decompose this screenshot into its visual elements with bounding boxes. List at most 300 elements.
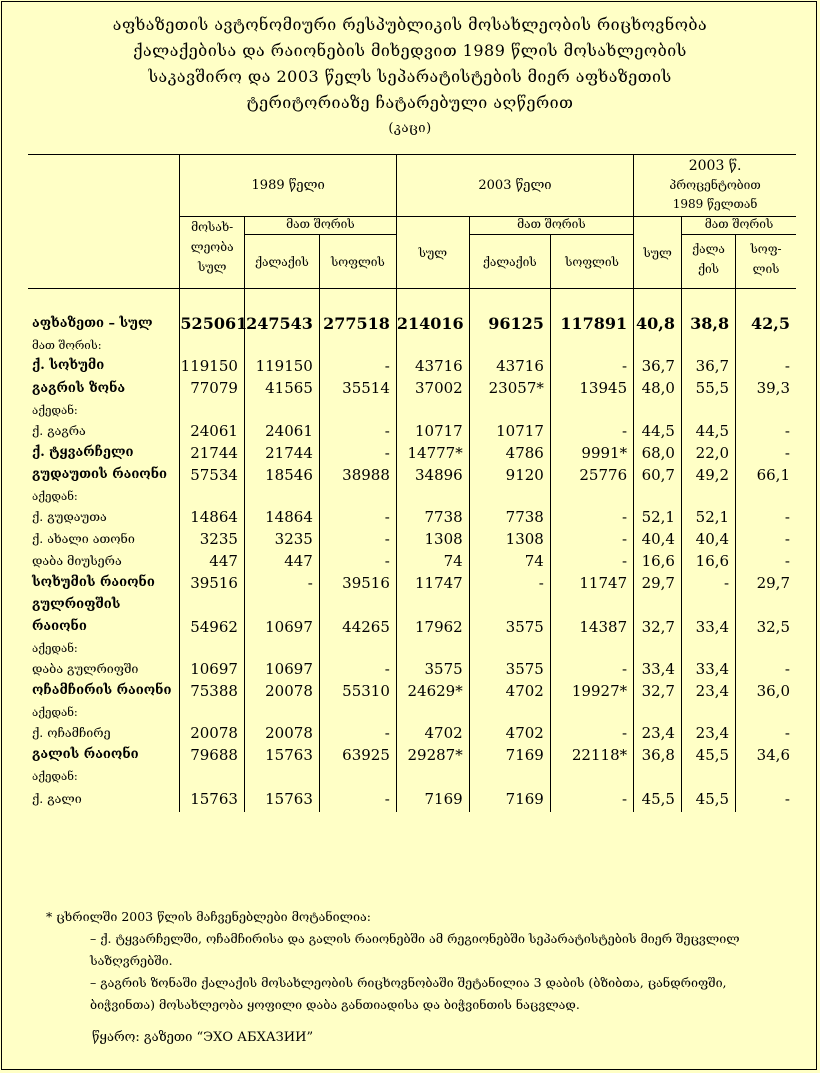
header-urban-pct-b: ქის [698,262,720,276]
row-value: - [736,786,796,812]
header-pct-b: პროცენტობით [669,178,761,192]
header-pct-c: 1989 წელთან [672,197,758,211]
row-label: მათ შორის: [32,337,102,352]
row-value: 43716 [469,355,550,377]
row-value: 52,1 [681,506,735,528]
row-value [244,638,319,658]
row-value: 38988 [319,464,396,486]
row-value: - [736,420,796,442]
row-value [736,594,796,616]
row-value: 7738 [469,506,550,528]
row-value: 29,7 [736,572,796,594]
row-value [736,702,796,722]
table-row [28,786,796,812]
row-value: 1308 [469,528,550,550]
header-1989: 1989 წელი [180,155,396,217]
row-value [469,594,550,616]
row-value: 36,7 [681,355,735,377]
row-value [634,486,682,506]
row-value [180,400,245,420]
divider-cell [550,289,633,313]
row-value: 49,2 [681,464,735,486]
header-2003: 2003 წელი [396,155,633,217]
divider-cell [681,289,735,313]
row-value: 15763 [244,786,319,812]
row-value: 525061 [180,314,248,333]
row-value [180,702,245,722]
footnote-3: – გაგრის ზონაში ქალაქის მოსახლეობის რიცხოვნობაში შეტანილია 3 დაბის (ბზიბთა, ცანდრიფში, ბიჭვინთა) მოსახლეობა ყოფილი დაბა განთიადისა და ბიჭვინთის ნაცვლად. [90,975,727,1012]
row-value: - [319,420,396,442]
header-urban-pct-a: ქალა [692,242,725,256]
row-value [550,594,633,616]
row-value [736,400,796,420]
row-value: 75388 [180,680,245,702]
row-value: 3235 [180,528,245,550]
row-value [681,702,735,722]
row-value [550,638,633,658]
row-label: ქ. ახალი ათონი [32,531,135,546]
row-value [634,594,682,616]
row-value: 96125 [469,313,550,335]
table-row [28,464,796,486]
row-value [469,486,550,506]
row-label: სოხუმის რაიონი [32,575,155,590]
row-value: 16,6 [681,550,735,572]
row-value: 7738 [396,506,469,528]
row-value: 41565 [244,377,319,400]
row-value [396,638,469,658]
row-value [681,486,735,506]
table-row [28,744,796,766]
header-rural-pct-a: სოფ- [750,242,782,256]
row-value: 9120 [469,464,550,486]
row-value: 44,5 [681,420,735,442]
row-value: 11747 [396,572,469,594]
row-value: 4786 [469,442,550,464]
row-value: - [550,550,633,572]
row-label: აქედან: [32,488,78,503]
row-value: 23,4 [634,722,682,744]
title-line-2: ქალაქებისა და რაიონების მიხედვით 1989 წლის მოსახლეობის [133,41,687,60]
row-value: 24061 [244,420,319,442]
table-row [28,400,796,420]
row-value [396,335,469,355]
table-row [28,506,796,528]
row-value: 34896 [396,464,469,486]
divider-cell [469,289,550,313]
header-urban-1989: ქალაქის [244,235,319,289]
row-value: 21744 [244,442,319,464]
row-value: 117891 [550,313,633,335]
header-blank-3 [28,235,180,289]
row-label: ქ. გალი [32,791,82,806]
row-value: 55,5 [681,377,735,400]
row-value: - [736,442,796,464]
header-total-pct: სულ [634,217,682,289]
row-value: 14387 [550,616,633,638]
row-value: 45,5 [681,786,735,812]
row-value: 20078 [180,722,245,744]
row-value: 18546 [244,464,319,486]
row-value: 10697 [244,616,319,638]
row-value: 14864 [244,506,319,528]
divider-cell [736,289,796,313]
row-value [736,486,796,506]
header-of-them-2003: მათ შორის [469,217,633,235]
header-of-them-1989: მათ შორის [244,217,396,235]
title-line-4: ტერიტორიაზე ჩატარებული აღწერით [246,93,574,112]
row-value: 23,4 [681,722,735,744]
row-value: - [736,722,796,744]
title-line-3: საკავშირო და 2003 წელს სეპარატისტების მიერ აფხაზეთის [148,67,672,86]
unit-label: (კაცი) [388,121,432,136]
population-table [28,154,796,812]
row-value: 24629* [396,680,469,702]
row-value: 32,7 [634,616,682,638]
divider-cell [244,289,319,313]
row-value: 74 [469,550,550,572]
row-value: - [550,420,633,442]
row-value: - [319,528,396,550]
row-value: 3575 [469,658,550,680]
header-rural-pct-b: ლის [752,262,780,276]
row-value: - [319,506,396,528]
row-value: - [469,572,550,594]
row-label: რაიონი [32,619,87,634]
footnotes [46,906,776,1016]
row-value [396,486,469,506]
row-value: 74 [396,550,469,572]
row-value: - [681,572,735,594]
row-value: - [550,506,633,528]
row-value: - [550,528,633,550]
row-value [634,702,682,722]
table-row [28,638,796,658]
row-value: 214016 [396,313,469,335]
row-value: 45,5 [681,744,735,766]
row-label: აქედან: [32,402,78,417]
row-value: 119150 [244,355,319,377]
table-row [28,658,796,680]
table-row [28,335,796,355]
row-value [634,638,682,658]
row-value: - [736,658,796,680]
row-value: 10717 [469,420,550,442]
row-value: 35514 [319,377,396,400]
row-value: - [550,355,633,377]
divider-cell [180,289,245,313]
row-value: 39516 [319,572,396,594]
row-value: - [550,786,633,812]
row-value: 36,8 [634,744,682,766]
row-value [681,638,735,658]
row-value: 4702 [396,722,469,744]
row-value: 29,7 [634,572,682,594]
row-label: ქ. ოჩამჩირე [32,725,111,740]
header-rural-2003: სოფლის [550,235,633,289]
row-label: დაბა გულრიფში [32,661,139,676]
row-label: აფხაზეთი – სულ [32,316,153,331]
source-note: წყარო: გაზეთი “ЭХО АБХАЗИИ” [92,1030,314,1045]
header-blank-2 [28,217,180,235]
row-value: 79688 [180,744,245,766]
row-value: 10697 [180,658,245,680]
row-value: 44265 [319,616,396,638]
row-value: 68,0 [634,442,682,464]
table-row [28,442,796,464]
row-value: 63925 [319,744,396,766]
row-value: 13945 [550,377,633,400]
row-value: - [736,355,796,377]
row-value [469,766,550,786]
row-value [550,335,633,355]
row-value: 119150 [180,355,245,377]
row-label: აქედან: [32,768,78,783]
table-row [28,594,796,616]
table-row [28,680,796,702]
footnote-2: – ქ. ტყვარჩელში, ოჩამჩირისა და გალის რაიონებში ამ რეგიონებში სეპარატისტების მიერ შეცვლილ საზღვრებში. [90,931,740,968]
row-value [180,335,245,355]
row-value: 24061 [180,420,245,442]
row-value [396,400,469,420]
row-value [396,766,469,786]
row-value: 33,4 [634,658,682,680]
table-row [28,528,796,550]
row-value: 43716 [396,355,469,377]
row-value: 17962 [396,616,469,638]
row-value: 55310 [319,680,396,702]
row-value [319,594,396,616]
row-value [550,400,633,420]
row-value: 447 [244,550,319,572]
header-population-1: მოსახ- [191,220,234,234]
header-population [180,217,245,289]
row-value: 19927* [550,680,633,702]
row-value: 34,6 [736,744,796,766]
row-value: 247543 [244,313,319,335]
row-value: 4702 [469,680,550,702]
row-value: 15763 [244,744,319,766]
row-label: ქ. გაგრა [32,423,86,438]
row-value: 54962 [180,616,245,638]
row-value [180,486,245,506]
table-row [28,722,796,744]
row-value: 22,0 [681,442,735,464]
table-row [28,420,796,442]
row-label: გაგრის ზონა [32,380,126,396]
row-value: 21744 [180,442,245,464]
row-value: 14777* [396,442,469,464]
table-row [28,377,796,400]
row-value: 40,4 [681,528,735,550]
row-value: 25776 [550,464,633,486]
row-value: 32,5 [736,616,796,638]
row-value [244,335,319,355]
header-pct-a: 2003 წ. [688,158,742,174]
table-row [28,572,796,594]
row-value: 39516 [180,572,245,594]
row-label: ქ. სოხუმი [32,358,105,373]
row-value [469,335,550,355]
row-value: 60,7 [634,464,682,486]
row-value: - [319,442,396,464]
row-value: 77079 [180,377,245,400]
row-value: 3575 [469,616,550,638]
row-value: 3235 [244,528,319,550]
header-population-2: ლეობა [190,240,234,254]
table-row [28,616,796,638]
header-total-2003: სულ [396,217,469,289]
row-value: 40,4 [634,528,682,550]
divider-cell [319,289,396,313]
row-value [180,766,245,786]
title-line-1: აფხაზეთის ავტონომიური რესპუბლიკის მოსახლეობის რიცხოვნობა [112,15,708,34]
row-value [469,638,550,658]
row-value: - [319,658,396,680]
row-value [550,702,633,722]
header-blank [28,155,180,217]
row-value [736,766,796,786]
row-value: 7169 [396,786,469,812]
row-value [736,638,796,658]
row-value [736,335,796,355]
row-value: 29287* [396,744,469,766]
row-value: 48,0 [634,377,682,400]
row-value: 10717 [396,420,469,442]
header-of-them-pct: მათ შორის [681,217,796,235]
row-value [244,486,319,506]
row-value [681,335,735,355]
row-value: 45,5 [634,786,682,812]
row-value [469,400,550,420]
row-label: გალის რაიონი [32,747,139,762]
row-value: 9991* [550,442,633,464]
row-value: 23057* [469,377,550,400]
row-label: ქ. ტყვარჩელი [32,445,134,460]
row-value: - [319,355,396,377]
row-label: დაბა მიუსერა [32,553,122,568]
row-value: 57534 [180,464,245,486]
row-value: 277518 [319,313,396,335]
row-value: - [736,528,796,550]
row-value: 33,4 [681,616,735,638]
row-value: 23,4 [681,680,735,702]
row-value: 14864 [180,506,245,528]
table-row [28,355,796,377]
header-urban-2003: ქალაქის [469,235,550,289]
row-value [319,486,396,506]
table-row [28,486,796,506]
row-value: 66,1 [736,464,796,486]
row-value [244,766,319,786]
row-value: 42,5 [736,313,796,335]
row-label: გულრიფშის [32,597,121,612]
page-title [0,12,820,142]
row-value: 11747 [550,572,633,594]
row-value [634,335,682,355]
header-rural-1989: სოფლის [319,235,396,289]
row-label: ქ. გუდაუთა [32,509,107,524]
row-value: 33,4 [681,658,735,680]
row-value: 15763 [180,786,245,812]
row-value: - [244,572,319,594]
row-value: - [550,658,633,680]
row-value: 32,7 [634,680,682,702]
row-value: 22118* [550,744,633,766]
table-row [28,766,796,786]
row-label: გუდაუთის რაიონი [32,467,168,482]
row-value: 7169 [469,786,550,812]
row-value: 39,3 [736,377,796,400]
row-value: - [736,506,796,528]
row-value [634,766,682,786]
row-value: - [319,786,396,812]
divider-cell [634,289,682,313]
row-value: 20078 [244,722,319,744]
row-value [681,400,735,420]
row-value [180,594,245,616]
row-value [550,486,633,506]
row-value: 1308 [396,528,469,550]
row-value [319,400,396,420]
table-row [28,702,796,722]
row-value: - [319,550,396,572]
row-value [244,702,319,722]
row-value: 10697 [244,658,319,680]
footnote-1: * ცხრილში 2003 წლის მაჩვენებლები მოტანილია: [46,909,371,924]
row-value: - [319,722,396,744]
header-urban-pct [681,235,735,289]
row-value: - [550,722,633,744]
row-value [319,335,396,355]
row-label: აქედან: [32,704,78,719]
row-value: 16,6 [634,550,682,572]
row-value [319,702,396,722]
header-divider [28,289,180,313]
row-value [319,638,396,658]
row-label: აქედან: [32,640,78,655]
row-value: 7169 [469,744,550,766]
row-value: 20078 [244,680,319,702]
row-value: 38,8 [681,313,735,335]
row-value: 52,1 [634,506,682,528]
row-value [180,638,245,658]
header-population-3: სულ [197,260,227,274]
table-row [28,550,796,572]
header-rural-pct [736,235,796,289]
row-value: 37002 [396,377,469,400]
row-value: - [736,550,796,572]
row-label: ოჩამჩირის რაიონი [32,683,172,698]
divider-cell [396,289,469,313]
row-value: 36,0 [736,680,796,702]
row-value [681,766,735,786]
row-value [634,400,682,420]
row-value: 40,8 [634,313,682,335]
row-value [396,702,469,722]
row-value [396,594,469,616]
row-value [550,766,633,786]
row-value [469,702,550,722]
header-percent [634,155,796,217]
row-value: 36,7 [634,355,682,377]
row-value [681,594,735,616]
row-value [244,594,319,616]
table-row [28,313,796,335]
row-value: 3575 [396,658,469,680]
row-value [244,400,319,420]
row-value [319,766,396,786]
